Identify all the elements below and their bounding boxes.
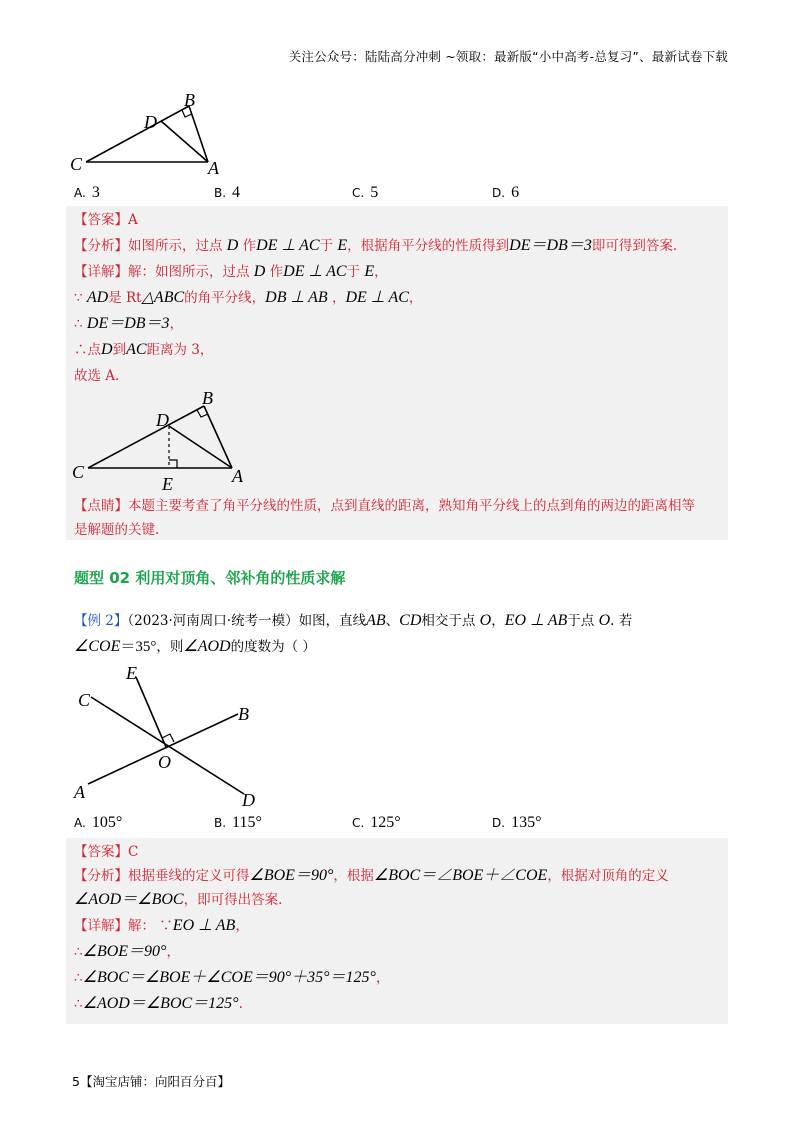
detail-line-2: ∵ AD是 Rt△ABC的角平分线，DB ⊥ AB ，DE ⊥ AC， xyxy=(74,289,423,306)
q2-choices xyxy=(74,814,734,836)
label-a: A xyxy=(232,466,243,486)
comment-line-1: 【点睛】本题主要考查了角平分线的性质，点到直线的距离，熟知角平分线上的点到角的两边的距离相等 xyxy=(74,498,695,514)
section-title: 题型 02 利用对顶角、邻补角的性质求解 xyxy=(74,569,346,587)
page-header: 关注公众号：陆陆高分冲刺 ~领取：最新版“小中高考-总复习”、最新试卷下载 xyxy=(288,49,728,64)
shop-label: 【淘宝店铺：向阳百分百】 xyxy=(79,1074,230,1089)
detail-line-4: ∴∠AOD＝∠BOC＝125°. xyxy=(74,995,243,1012)
q2-solution-box xyxy=(66,838,728,1024)
choice-b[interactable]: B. 4 xyxy=(214,184,241,201)
triangle-figure-1 xyxy=(66,92,236,182)
page-footer xyxy=(72,1072,230,1090)
q1-choices xyxy=(74,184,734,206)
q2-line-2: ∠COE＝35°，则∠AOD的度数为（ ） xyxy=(74,638,316,655)
detail-line-4: ∴点D到AC距离为 3， xyxy=(74,341,214,358)
label-d: D xyxy=(144,112,157,132)
label-c: C xyxy=(78,690,91,710)
detail-line-3: ∴ DE＝DB＝3， xyxy=(74,315,184,332)
detail-line-1: 【详解】解：如图所示，过点 D 作DE ⊥ AC于 E， xyxy=(74,263,388,280)
label-b: B xyxy=(202,388,213,408)
intersecting-lines-figure xyxy=(66,662,286,812)
label-a: A xyxy=(208,158,219,178)
q2-line-1: 【例 2】（2023·河南周口·统考一模）如图，直线AB、CD相交于点 O，EO ⊥ AB于点 O. 若 xyxy=(74,612,633,629)
choice-a[interactable]: A. 3 xyxy=(74,184,100,201)
choice-c[interactable]: C. 125° xyxy=(352,814,401,831)
detail-line-2: ∴∠BOE＝90°， xyxy=(74,943,180,960)
choice-d[interactable]: D. 135° xyxy=(492,814,542,831)
q1-solution-box xyxy=(66,206,728,540)
page-number: 5 xyxy=(72,1074,80,1089)
label-d: D xyxy=(242,790,255,810)
analysis-line-2: ∠AOD＝∠BOC，即可得出答案. xyxy=(74,891,283,908)
label-e: E xyxy=(126,663,137,683)
label-b: B xyxy=(184,92,195,110)
analysis-line-1: 【分析】根据垂线的定义可得∠BOE＝90°，根据∠BOC＝∠BOE＋∠COE，根据对顶角的定义 xyxy=(74,867,669,884)
choice-a[interactable]: A. 105° xyxy=(74,814,123,831)
label-a: A xyxy=(74,782,85,802)
triangle-figure-2 xyxy=(66,386,266,494)
detail-line-3: ∴∠BOC＝∠BOE＋∠COE＝90°＋35°＝125°， xyxy=(74,969,390,986)
choice-d[interactable]: D. 6 xyxy=(492,184,520,201)
label-b: B xyxy=(238,704,249,724)
answer-line: 【答案】C xyxy=(74,844,139,860)
choice-c[interactable]: C. 5 xyxy=(352,184,379,201)
label-e: E xyxy=(162,474,173,494)
label-c: C xyxy=(72,462,85,482)
label-d: D xyxy=(156,410,169,430)
analysis-line: 【分析】如图所示，过点 D 作DE ⊥ AC于 E，根据角平分线的性质得到DE＝DB＝3即可得到答案. xyxy=(74,237,678,254)
label-o: O xyxy=(158,752,171,772)
comment-line-2: 是解题的关键. xyxy=(74,522,160,538)
label-c: C xyxy=(70,154,83,174)
detail-line-5: 故选 A. xyxy=(74,368,120,384)
answer-line: 【答案】A xyxy=(74,212,138,228)
detail-line-1: 【详解】解： ∵EO ⊥ AB， xyxy=(74,917,249,934)
choice-b[interactable]: B. 115° xyxy=(214,814,262,831)
